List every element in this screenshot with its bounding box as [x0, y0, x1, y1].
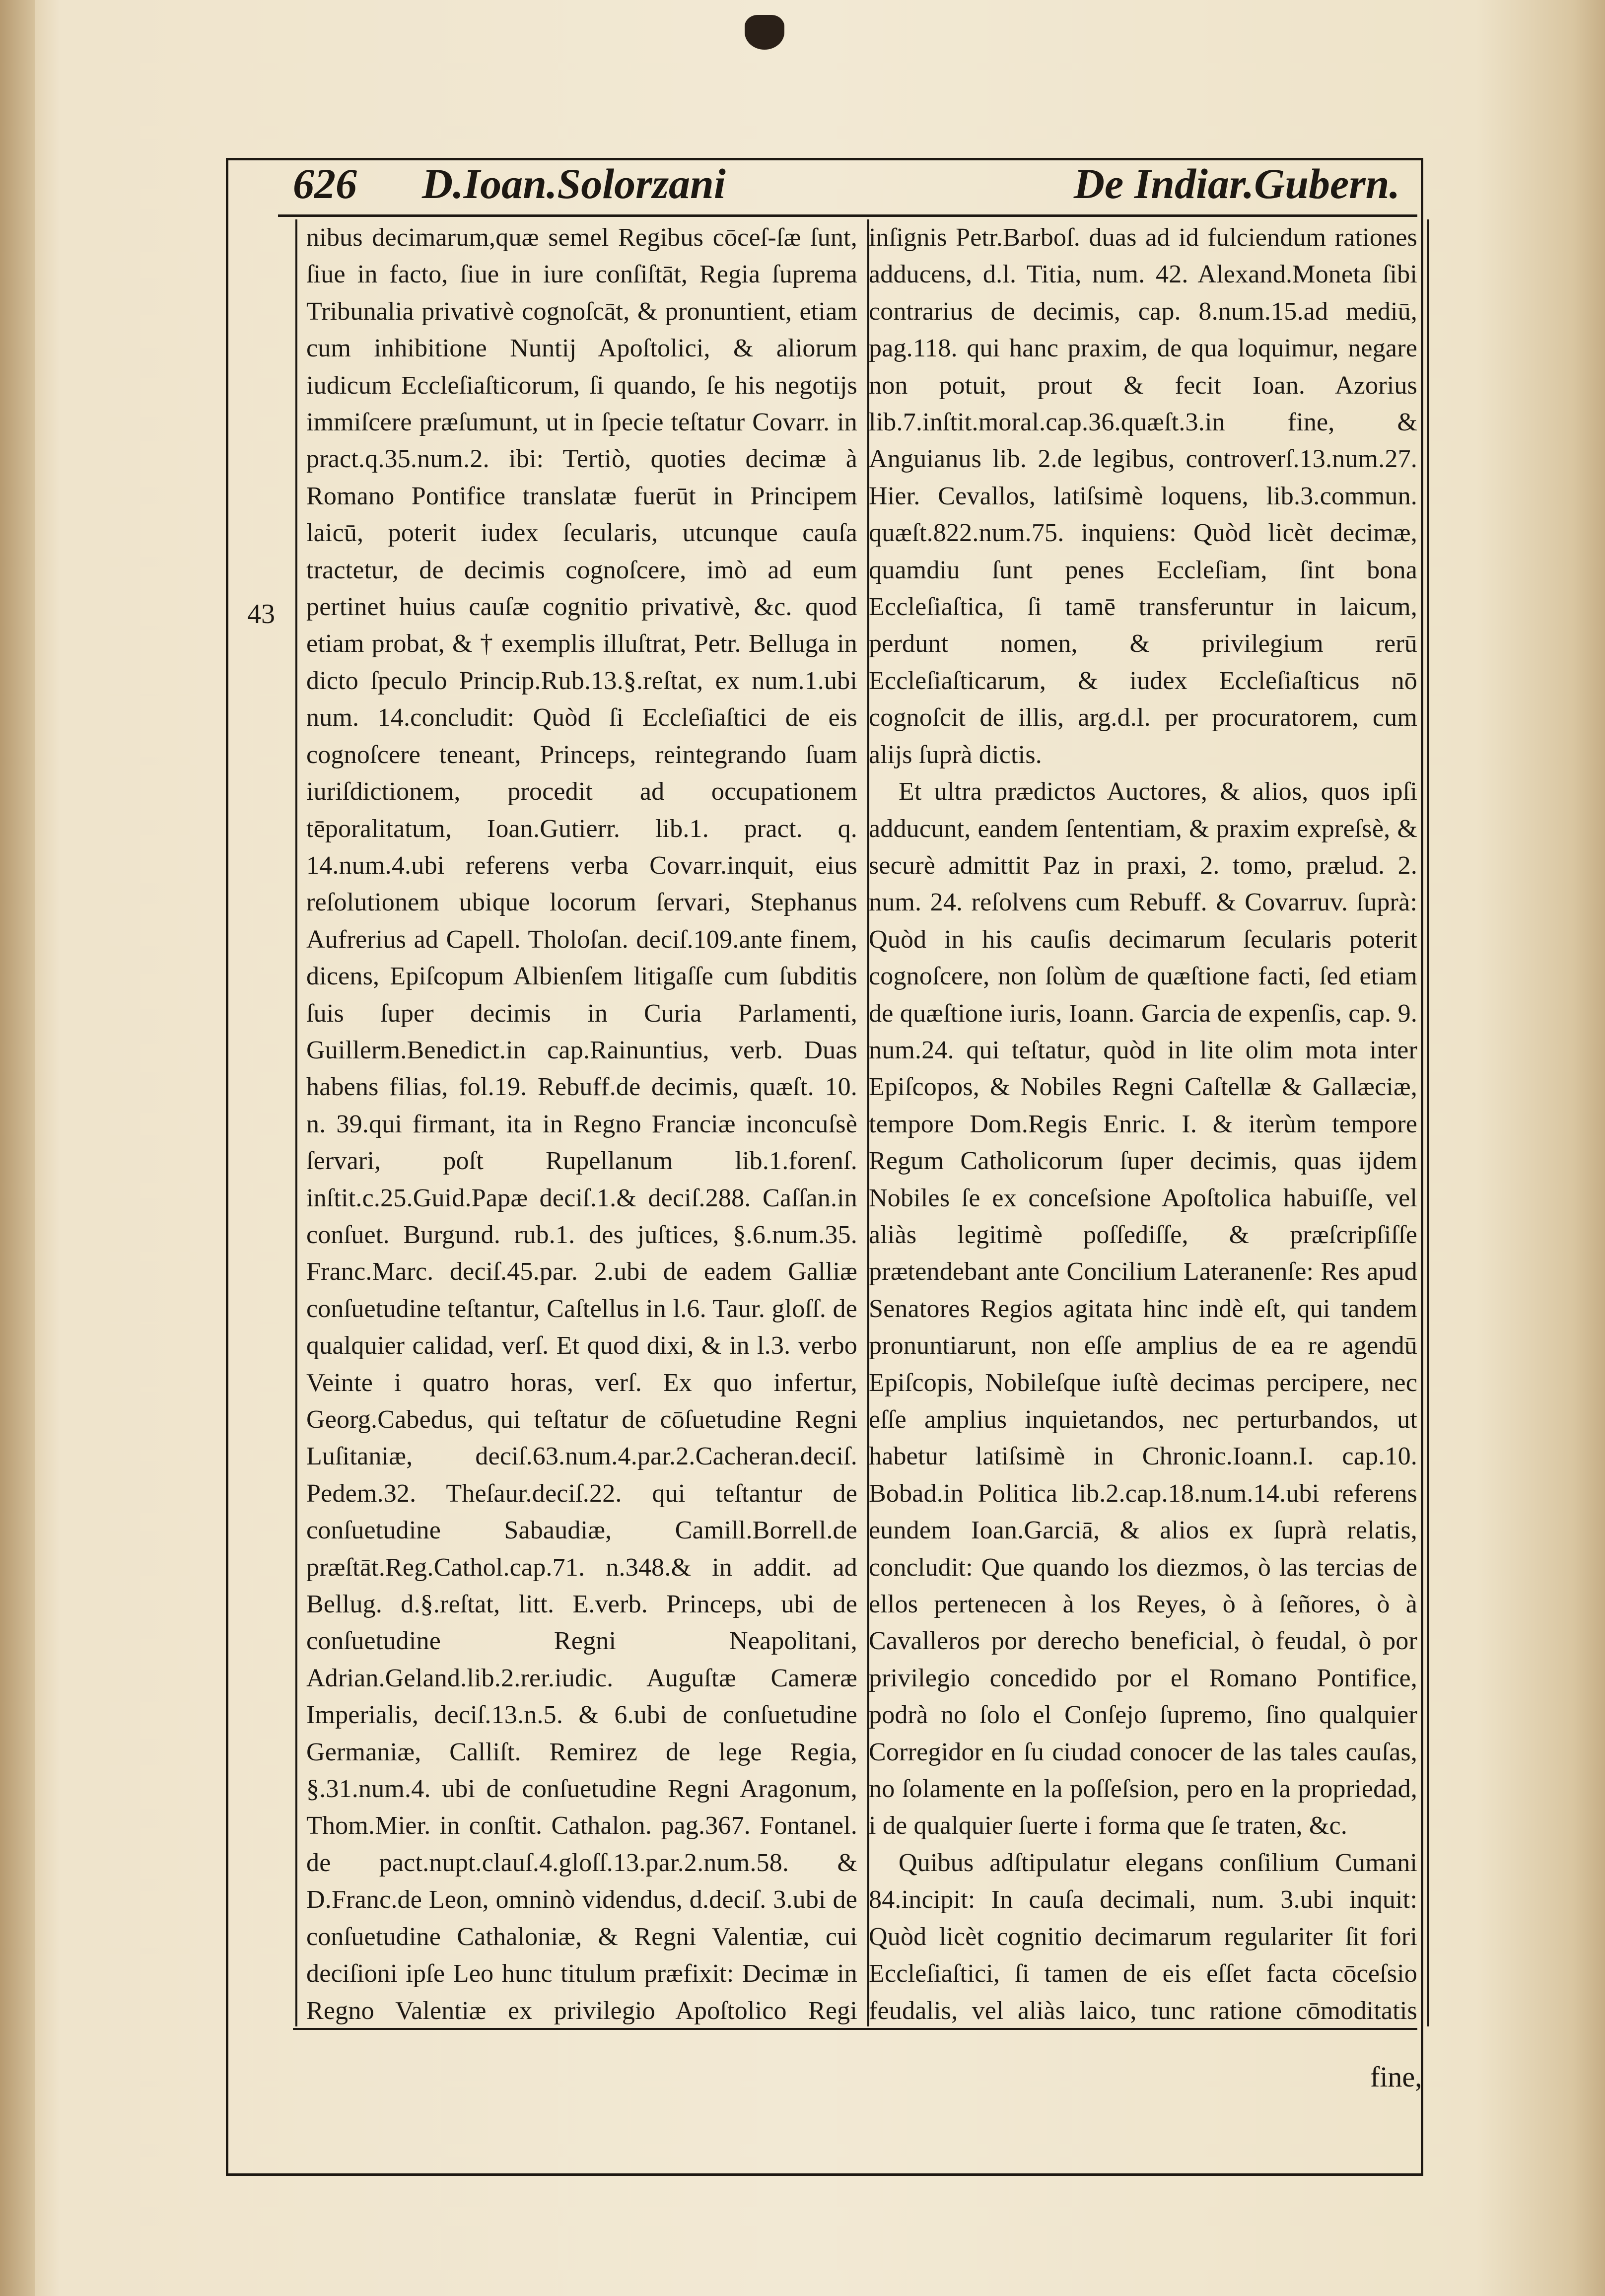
header-rule	[278, 214, 1417, 217]
paragraph: nibus decimarum,quæ semel Regibus cōceſ-ſæ ſunt, ſiue in facto, ſiue in iure conſiſtāt, Regia ſuprema Tribunalia privativè cognoſcāt, & pronuntient, etiam cum inhibitione Nuntij Apoſtolici, & aliorum iudicum Eccleſiaſticorum, ſi quando, ſe his negotijs immiſcere præſumunt, ut in ſpecie teſtatur Covarr. in pract.q.35.num.2. ibi: Tertiò, quoties decimæ à Romano Pontifice translatæ fuerūt in Principem laicū, poterit iudex ſecularis, utcunque cauſa tractetur, de decimis cognoſcere, imò ad eum pertinet huius cauſæ cognitio privativè, &c. quod etiam probat, & † exemplis illuſtrat, Petr. Belluga in dicto ſpeculo Princip.Rub.13.§.reſtat, ex num.1.ubi num. 14.concludit: Quòd ſi Eccleſiaſtici de eis cognoſcere teneant, Princeps, reintegrando ſuam iuriſdictionem, procedit ad occupationem tēporalitatum, Ioan.Gutierr. lib.1. pract. q. 14.num.4.ubi referens verba Covarr.inquit, eius reſolutionem ubique locorum ſervari, Stephanus Aufrerius ad Capell. Tholoſan. deciſ.109.ante finem, dicens, Epiſcopum Albienſem litigaſſe cum ſubditis ſuis ſuper decimis in Curia Parlamenti, Guillerm.Benedict.in cap.Rainuntius, verb. Duas habens filias, fol.19. Rebuff.de decimis, quæſt. 10. n. 39.qui firmant, ita in Regno Franciæ inconcuſsè ſervari, poſt Rupellanum lib.1.forenſ. inſtit.c.25.Guid.Papæ deciſ.1.& deciſ.288. Caſſan.in conſuet. Burgund. rub.1. des juſtices, §.6.num.35. Franc.Marc. deciſ.45.par. 2.ubi de eadem Galliæ conſuetudine teſtantur, Caſtellus in l.6. Taur. gloſſ. de qualquier calidad, verſ. Et quod dixi, & in l.3. verbo Veinte i quatro horas, verſ. Ex quo infertur, Georg.Cabedus, qui teſtatur de cōſuetudine Regni Luſitaniæ, deciſ.63.num.4.par.2.Cacheran.deciſ. Pedem.32. Theſaur.deciſ.22. qui teſtantur de conſuetudine Sabaudiæ, Camill.Borrell.de præſtāt.Reg.Cathol.cap.71. n.348.& in addit. ad Bellug. d.§.reſtat, litt. E.verb. Princeps, ubi de conſuetudine Regni Neapolitani, Adrian.Geland.lib.2.rer.iudic. Auguſtæ Cameræ Imperialis, deciſ.13.n.5. & 6.ubi de conſuetudine Germaniæ, Calliſt. Remirez de lege Regia, §.31.num.4. ubi de conſuetudine Regni Aragonum, Thom.Mier. in conſtit. Cathalon. pag.367. Fontanel. de pact.nupt.clauſ.4.gloſſ.13.par.2.num.58. & D.Franc.de Leon, omninò videndus, d.deciſ. 3.ubi de conſuetudine Cathaloniæ, & Regni Valentiæ, cui deciſioni ipſe Leo hunc titulum præfixit: Decimæ in Regno Valentiæ ex privilegio Apoſtolico Regi	[306, 223, 857, 2025]
work-title: De Indiar.Gubern.	[1073, 160, 1400, 208]
bottom-rule	[293, 2028, 1417, 2030]
paragraph: Quibus adſtipulatur elegans conſilium Cumani 84.incipit: In cauſa decimali, num. 3.ubi inquit: Quòd licèt cognitio decimarum regulariter ſit fori Eccleſiaſtici, ſi tamen de eis eſſet facta cōceſsio feudalis, vel aliàs laico, tunc ratione cōmoditatis	[869, 1848, 1417, 2025]
margin-note-number: 43	[247, 599, 275, 629]
page-number: 626	[293, 160, 357, 208]
paragraph: inſignis Petr.Barboſ. duas ad id fulciendum rationes adducens, d.l. Titia, num. 42. Alexand.Moneta ſibi contrarius de decimis, cap. 8.num.15.ad mediū, pag.118. qui hanc praxim, de qua loquimur, negare non potuit, prout & fecit Ioan. Azorius lib.7.inſtit.moral.cap.36.quæſt.3.in fine, & Anguianus lib. 2.de legibus, controverſ.13.num.27. Hier. Cevallos, latiſsimè loquens, lib.3.commun. quæſt.822.num.75. inquiens: Quòd licèt decimæ, quamdiu ſunt penes Eccleſiam, ſint bona Eccleſiaſtica, ſi tamē transferuntur in laicum, perdunt nomen, & privilegium rerū Eccleſiaſticarum, & iudex Eccleſiaſticus nō cognoſcit de illis, arg.d.l. per procuratorem, cum alijs ſuprà dictis.	[869, 223, 1417, 769]
book-spine-shadow	[0, 0, 35, 2296]
running-head	[293, 156, 1410, 211]
printer-ornament	[745, 15, 784, 50]
text-column-left	[295, 219, 869, 2026]
paragraph: Et ultra prædictos Auctores, & alios, quos ipſi adducunt, eandem ſententiam, & praxim expreſsè, & securè admittit Paz in praxi, 2. tomo, prælud. 2. num. 24. reſolvens cum Rebuff. & Covarruv. ſuprà: Quòd in his cauſis decimarum ſecularis poterit cognoſcere, non ſolùm de quæſtione facti, ſed etiam de quæſtione iuris, Ioann. Garcia de expenſis, cap. 9. num.24. qui teſtatur, quòd in lite olim mota inter Epiſcopos, & Nobiles Regni Caſtellæ & Gallæciæ, tempore Dom.Regis Enric. I. & iterùm tempore Regum Catholicorum ſuper decimis, quas ijdem Nobiles ſe ex conceſsione Apoſtolica habuiſſe, vel aliàs legitimè poſſediſſe, & præſcripſiſſe prætendebant ante Concilium Lateranenſe: Res apud Senatores Regios agitata hinc indè eſt, qui tandem pronuntiarunt, non eſſe amplius de ea re agendū Epiſcopis, Nobileſque iuſtè decimas percipere, nec eſſe amplius inquietandos, nec perturbandos, ut habetur latiſsimè in Chronic.Ioann.I. cap.10. Bobad.in Politica lib.2.cap.18.num.14.ubi referens eundem Ioan.Garciā, & alios ex ſuprà relatis, concludit: Que quando los diezmos, ò las tercias de ellos pertenecen à los Reyes, ò à ſeñores, ò à Cavalleros por derecho beneficial, ò feudal, ò por privilegio concedido por el Romano Pontifice, podrà no ſolo el Conſejo ſupremo, ſino qualquier Corregidor en ſu ciudad conocer de las tales cauſas, no ſolamente en la poſſeſsion, pero en la propriedad, i de qualquier ſuerte i forma que ſe traten, &c.	[869, 777, 1417, 1840]
author-name: D.Ioan.Solorzani	[422, 160, 726, 208]
catchword: fine,	[1370, 2061, 1422, 2093]
text-column-right	[869, 219, 1429, 2026]
